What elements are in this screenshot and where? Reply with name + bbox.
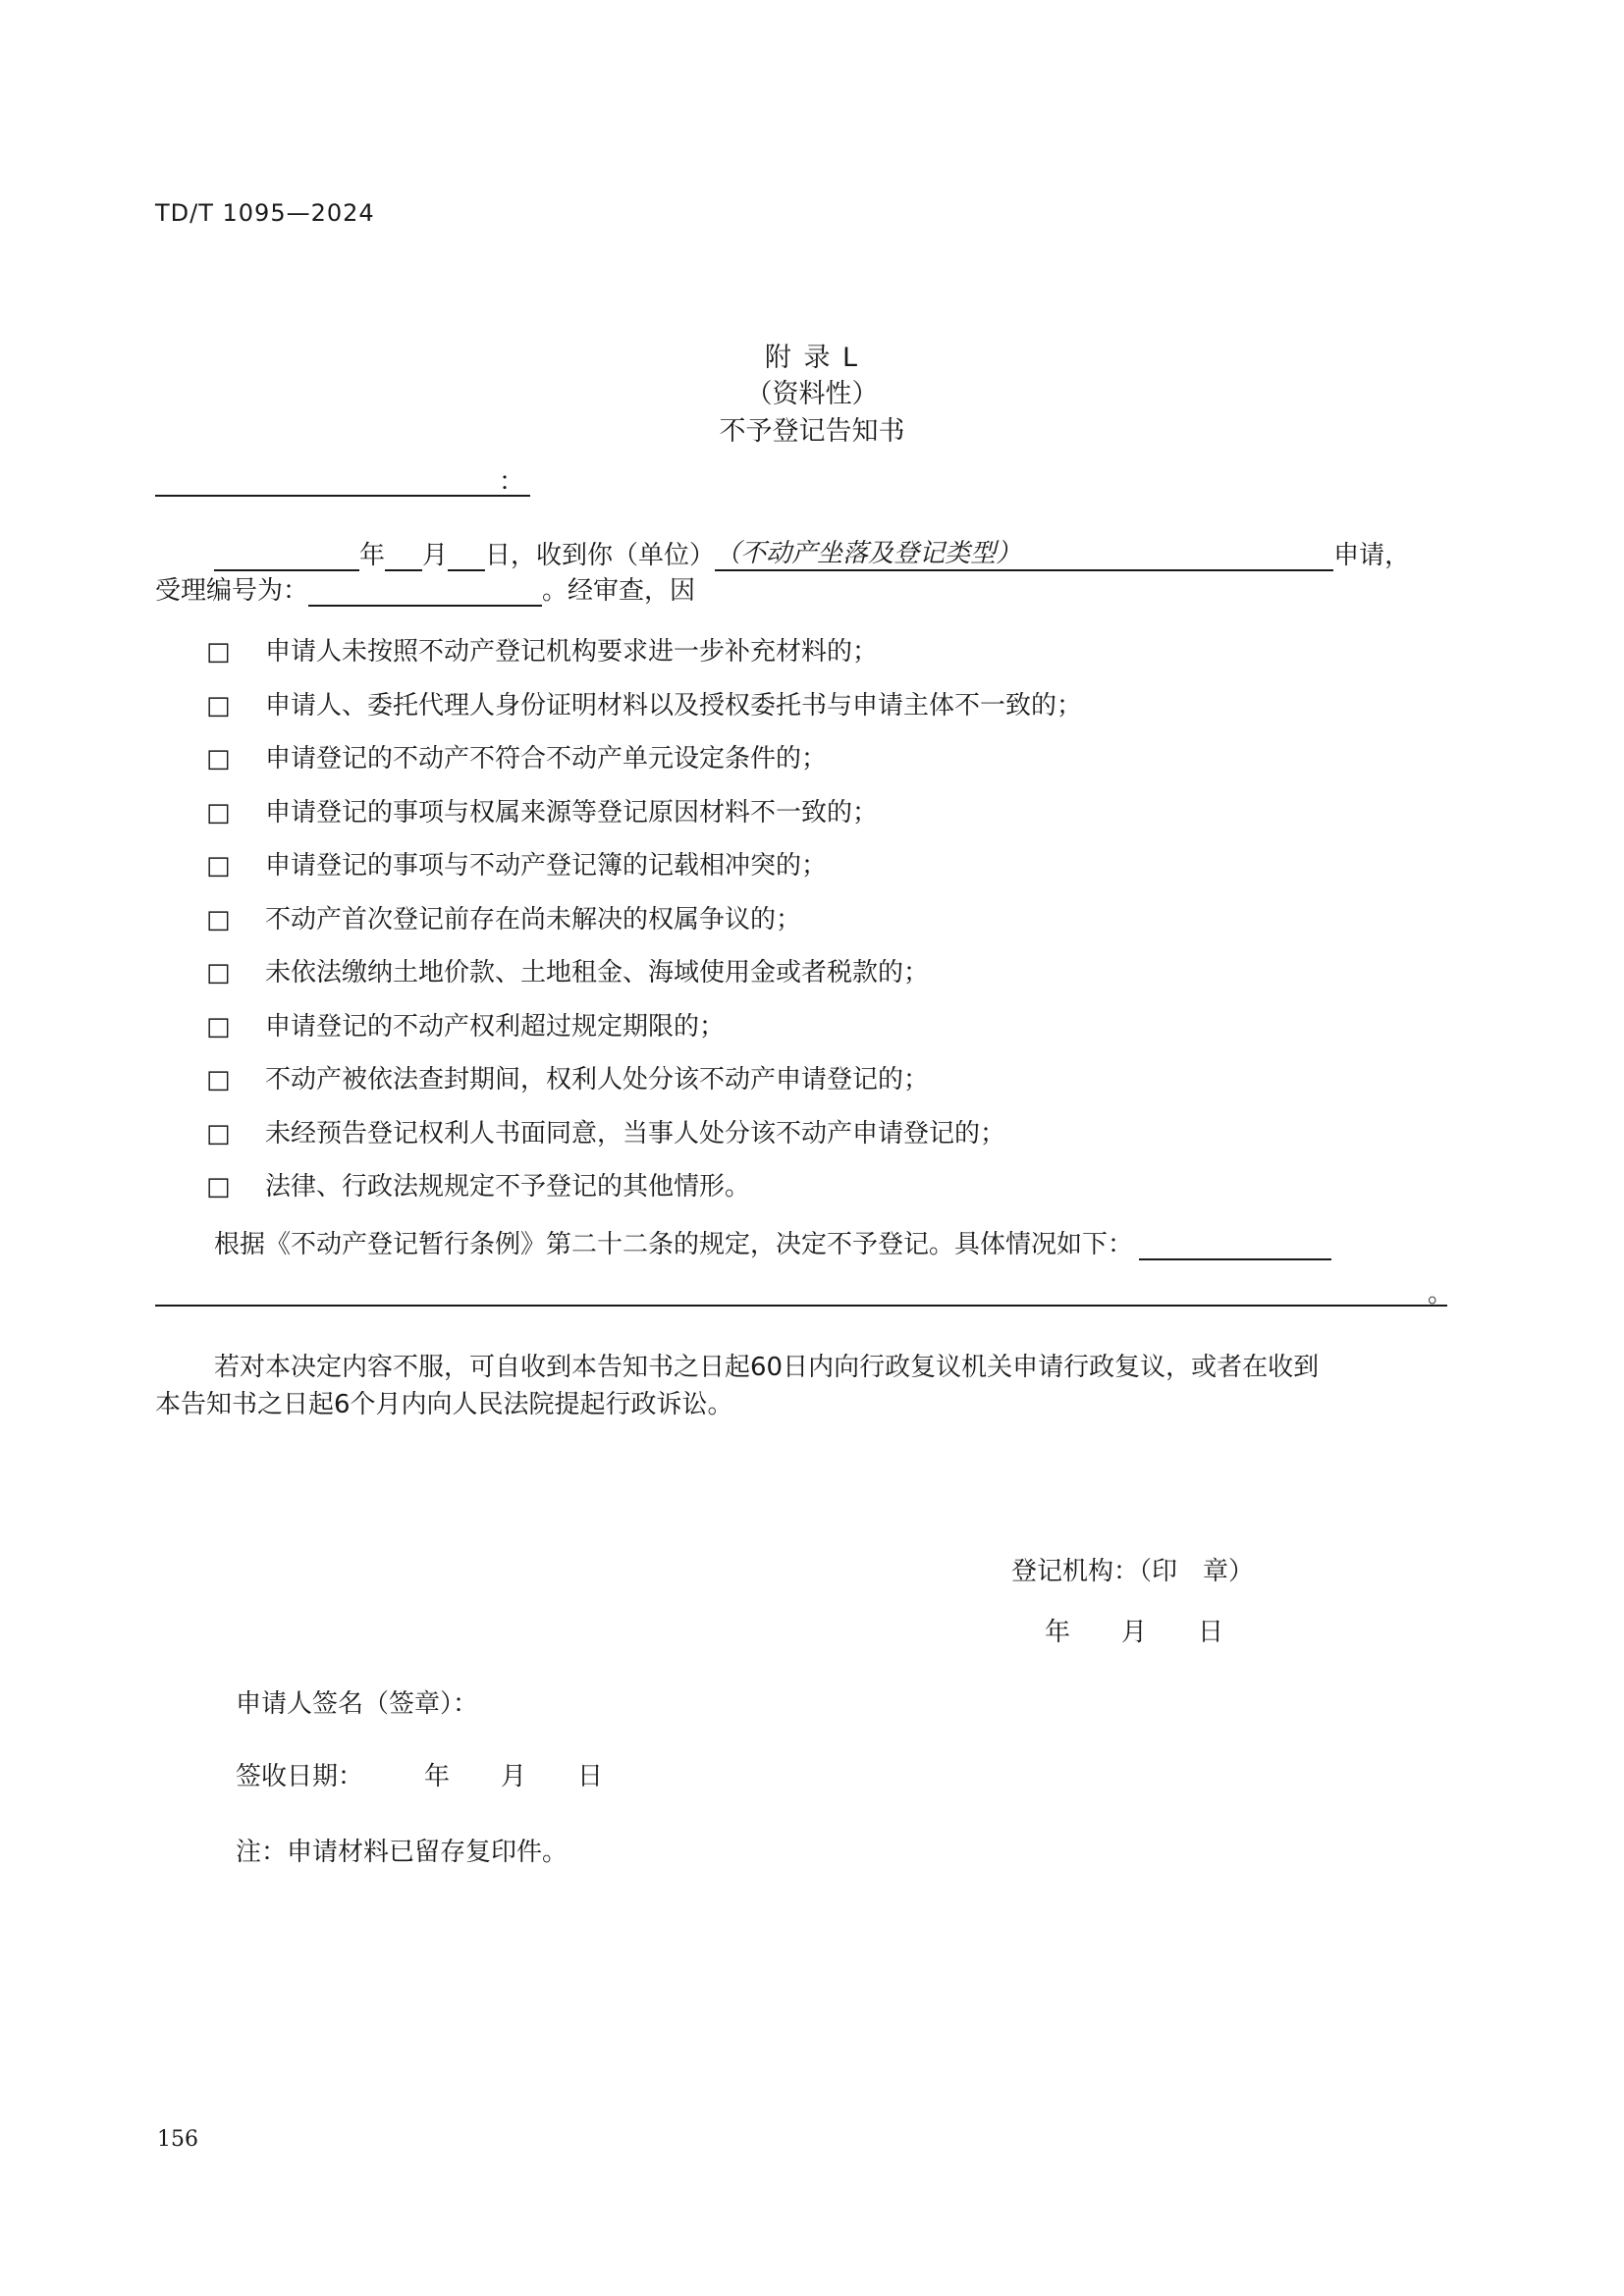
- authority-date: 年 月 日: [1045, 1618, 1224, 1647]
- reason-item: [206, 792, 878, 828]
- reason-item: [206, 899, 801, 935]
- received-paragraph: [214, 533, 1410, 571]
- checkbox-icon[interactable]: □: [206, 905, 231, 934]
- decision-blank: [1139, 1231, 1331, 1260]
- checkbox-icon[interactable]: □: [206, 1065, 231, 1095]
- appendix-title: 附 录 L: [764, 343, 860, 373]
- accept-number-line: [155, 570, 695, 607]
- checkbox-icon[interactable]: □: [206, 851, 231, 881]
- reason-item: [206, 1059, 929, 1095]
- receipt-date-line: [236, 1756, 603, 1792]
- reason-text: 未依法缴纳土地价款、土地租金、海域使用金或者税款的；: [265, 958, 930, 988]
- day-label: 日: [485, 541, 512, 570]
- reason-text: 不动产被依法查封期间，权利人处分该不动产申请登记的；: [265, 1065, 930, 1095]
- reason-text: 法律、行政法规规定不予登记的其他情形。: [265, 1172, 751, 1201]
- details-end-mark: 。: [1428, 1279, 1454, 1308]
- accept-number-label: 受理编号为：: [155, 576, 309, 606]
- receipt-date: 年 月 日: [424, 1762, 604, 1791]
- decision-text: 根据《不动产登记暂行条例》第二十二条的规定，决定不予登记。具体情况如下：: [214, 1230, 1134, 1259]
- applicant-signature: 申请人签名（签章）：: [236, 1689, 479, 1719]
- checkbox-icon[interactable]: □: [206, 1172, 231, 1201]
- standard-number: TD/T 1095—2024: [155, 199, 375, 227]
- addressee-line: [155, 467, 530, 497]
- details-line: [155, 1277, 1447, 1307]
- reason-text: 未经预告登记权利人书面同意，当事人处分该不动产申请登记的；: [265, 1119, 1006, 1148]
- receipt-date-label: 签收日期：: [236, 1762, 364, 1791]
- reason-text: 不动产首次登记前存在尚未解决的权属争议的；: [265, 905, 802, 934]
- received-text: ，收到你（单位）: [511, 541, 716, 570]
- reason-item: [206, 952, 929, 988]
- addressee-colon: ：: [499, 467, 525, 497]
- reason-text: 申请登记的事项与权属来源等登记原因材料不一致的；: [265, 798, 879, 828]
- day-blank: [448, 542, 485, 571]
- decision-line: [214, 1224, 1331, 1260]
- reason-text: 申请登记的不动产不符合不动产单元设定条件的；: [265, 744, 828, 774]
- year-blank: [214, 542, 359, 571]
- appendix-nature: （资料性）: [745, 379, 879, 409]
- reason-item: [206, 845, 827, 881]
- checkbox-icon[interactable]: □: [206, 691, 231, 721]
- checkbox-icon[interactable]: □: [206, 798, 231, 828]
- appeal-line-2: 本告知书之日起6个月内向人民法院提起行政诉讼。: [155, 1390, 733, 1419]
- reason-item: [206, 1006, 725, 1042]
- reason-text: 申请登记的事项与不动产登记簿的记载相冲突的；: [265, 851, 828, 881]
- apply-text: 申请，: [1333, 541, 1411, 570]
- reason-item: [206, 685, 1082, 721]
- reason-item: [206, 1113, 1005, 1149]
- checkbox-icon[interactable]: □: [206, 958, 231, 988]
- checkbox-icon[interactable]: □: [206, 744, 231, 774]
- checkbox-icon[interactable]: □: [206, 1119, 231, 1148]
- after-review-text: 。经审查，因: [542, 576, 696, 606]
- accept-number-blank: [308, 577, 542, 607]
- registration-authority: 登记机构：（印 章）: [1011, 1557, 1255, 1586]
- document-title: 不予登记告知书: [719, 416, 905, 447]
- appeal-line-1: 若对本决定内容不服，可自收到本告知书之日起60日内向行政复议机关申请行政复议，或者在收到: [214, 1353, 1320, 1382]
- reason-text: 申请人、委托代理人身份证明材料以及授权委托书与申请主体不一致的；: [265, 691, 1083, 721]
- reason-text: 申请登记的不动产权利超过规定期限的；: [265, 1012, 726, 1041]
- reason-item: [206, 631, 878, 667]
- footnote: 注：申请材料已留存复印件。: [236, 1838, 568, 1867]
- reason-text: 申请人未按照不动产登记机构要求进一步补充材料的；: [265, 637, 879, 667]
- checkbox-icon[interactable]: □: [206, 637, 231, 667]
- month-label: 月: [422, 541, 449, 570]
- checkbox-icon[interactable]: □: [206, 1012, 231, 1041]
- month-blank: [385, 542, 422, 571]
- page-number: 156: [157, 2127, 198, 2152]
- reason-item: [206, 1166, 750, 1202]
- subject-placeholder: （不动产坐落及登记类型）: [715, 533, 1333, 571]
- reason-item: [206, 738, 827, 774]
- year-label: 年: [359, 541, 386, 570]
